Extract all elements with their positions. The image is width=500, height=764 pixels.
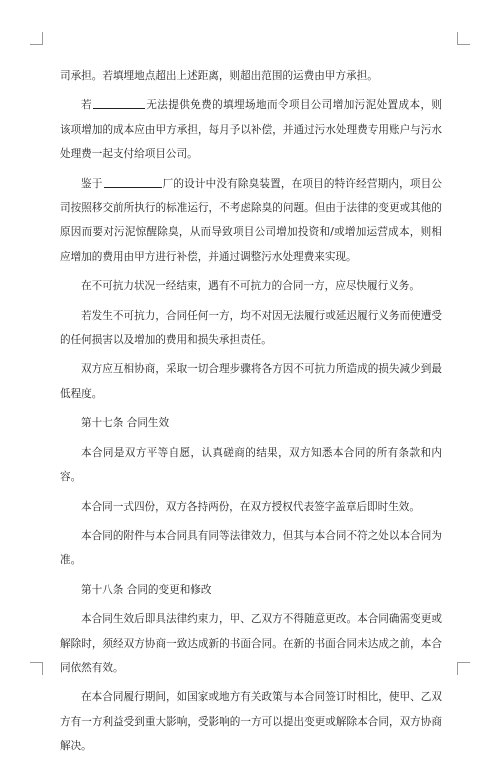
paragraph-text: 厂的设计中没有除臭装置，在项目的特许经营期内，项目公司按照移交前所执行的标准运行，不考虑除臭的问题。但由于法律的变更或其他的原因而要对污泥惊醒除臭，从而导致项目公司增加投资和/或增加运营成本，则相应增加的费用由甲方进行补偿，并通过调整污水处理费来实现。: [60, 177, 442, 263]
crop-mark-bottom-left: [30, 662, 43, 675]
document-body: [60, 64, 442, 764]
paragraph-text: 无法提供免费的填埋场地而令项目公司增加污泥处置成本，则该项增加的成本应由甲方承担，每月予以补偿，并通过污水处理费专用账户与污水处理费一起支付给项目公司。: [60, 99, 443, 161]
paragraph-text: 鉴于: [81, 177, 103, 190]
paragraph: 本合同的附件与本合同具有同等法律效力，但其与本合同不符之处以本合同为准。: [60, 529, 442, 567]
paragraph: 在本合同履行期间，如国家或地方有关政策与本合同签订时相比，使甲、乙双方有一方利益受到重大影响，受影响的一方可以提出变更或解除本合同，双方协商解决。: [60, 691, 442, 753]
paragraph: 司承担。若填埋地点超出上述距离，则超出范围的运费由甲方承担。: [60, 70, 378, 82]
section-heading: 第十八条 合同的变更和修改: [81, 583, 212, 596]
paragraph: 本合同生效后即具法律约束力，甲、乙双方不得随意更改。本合同确需变更或解除时，须经双方协商一致达成新的书面合同。在新的书面合同未达成之前，本合同依然有效。: [60, 613, 442, 674]
crop-mark-bottom-right: [457, 662, 470, 675]
paragraph: [60, 172, 442, 270]
paragraph: 本合同是双方平等自愿，认真磋商的结果，双方知悉本合同的所有条款和内容。: [60, 446, 442, 484]
paragraph-text: 若: [81, 99, 92, 112]
paragraph: 双方应互相协商，采取一切合理步骤将各方因不可抗力所造成的损失减少到最低程度。: [60, 363, 442, 400]
paragraph: [60, 93, 442, 166]
fill-in-blank: [93, 98, 145, 109]
crop-mark-top-right: [457, 32, 470, 45]
crop-mark-top-left: [30, 32, 43, 45]
paragraph: 在不可抗力状况一经结束，遇有不可抗力的合同一方，应尽快履行义务。: [81, 280, 420, 293]
paragraph: 若发生不可抗力，合同任何一方，均不对因无法履行或延迟履行义务而使遭受的任何损害以及增加的费用和损失承担责任。: [60, 309, 442, 347]
paragraph: 本合同一式四份，双方各持两份，在双方授权代表签字盖章后即时生效。: [81, 500, 420, 513]
fill-in-blank: [104, 177, 162, 188]
section-heading: 第十七条 合同生效: [81, 417, 170, 430]
